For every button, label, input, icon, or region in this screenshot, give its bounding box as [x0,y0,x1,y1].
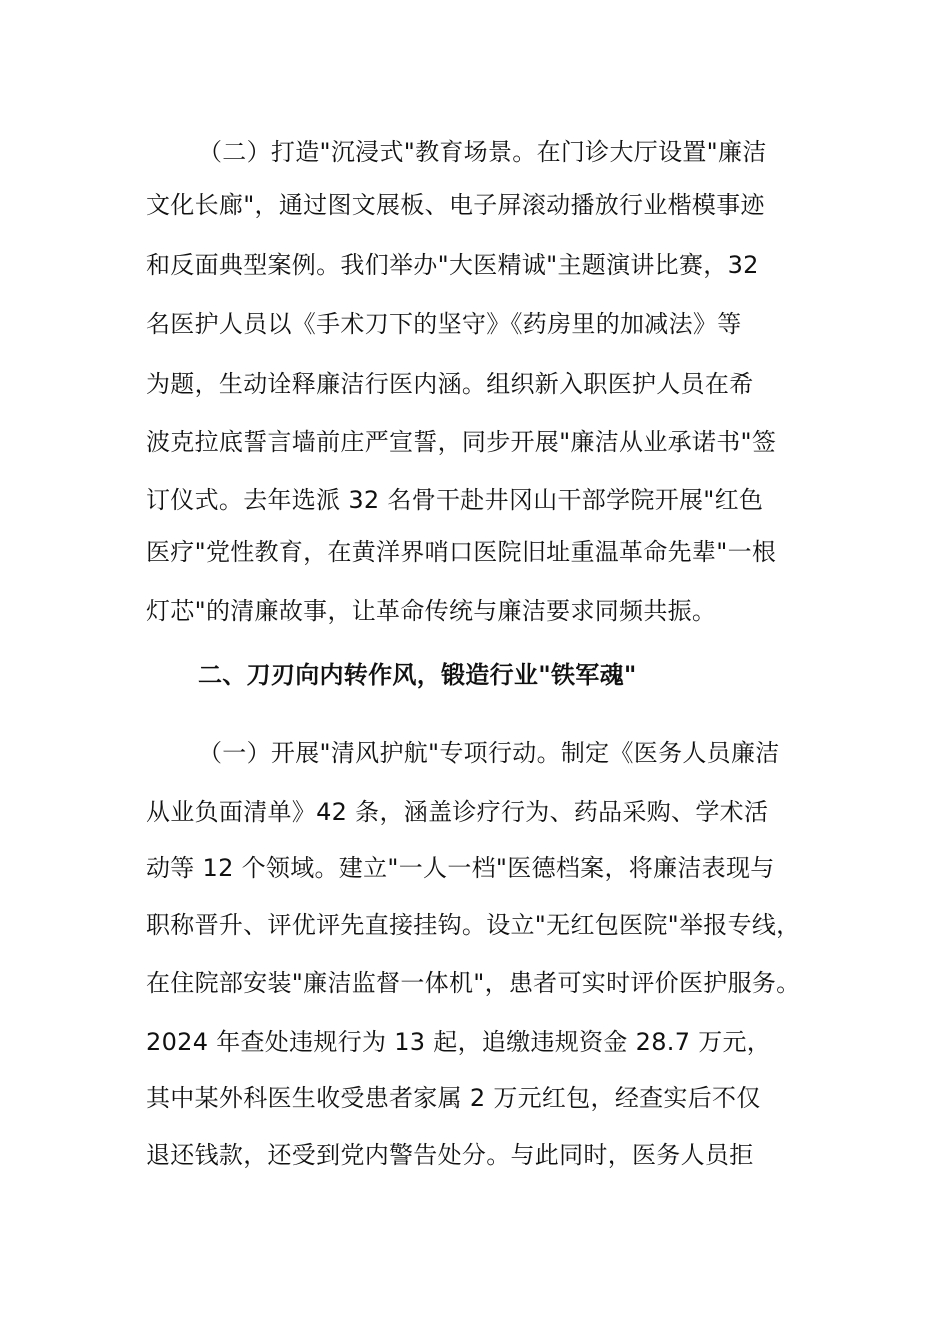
paragraph-line: 医疗"党性教育，在黄洋界哨口医院旧址重温革命先辈"一根 [146,538,777,566]
paragraph-line: （一）开展"清风护航"专项行动。制定《医务人员廉洁 [198,739,780,767]
paragraph-line: 动等 12 个领域。建立"一人一档"医德档案，将廉洁表现与 [146,854,775,882]
paragraph-line: 在住院部安装"廉洁监督一体机"，患者可实时评价医护服务。 [146,969,801,997]
paragraph-line: 其中某外科医生收受患者家属 2 万元红包，经查实后不仅 [146,1084,761,1112]
paragraph-line: 订仪式。去年选派 32 名骨干赴井冈山干部学院开展"红色 [146,486,764,514]
paragraph-line: 从业负面清单》42 条，涵盖诊疗行为、药品采购、学术活 [146,798,769,826]
paragraph-line: 波克拉底誓言墙前庄严宣誓，同步开展"廉洁从业承诺书"签 [146,428,777,456]
paragraph-line: 为题，生动诠释廉洁行医内涵。组织新入职医护人员在希 [146,370,754,398]
paragraph-line: 2024 年查处违规行为 13 起，追缴违规资金 28.7 万元， [146,1028,772,1056]
paragraph-line: 名医护人员以《手术刀下的坚守》《药房里的加减法》等 [146,310,742,338]
paragraph-line: 灯芯"的清廉故事，让革命传统与廉洁要求同频共振。 [146,597,717,625]
paragraph-line: 退还钱款，还受到党内警告处分。与此同时，医务人员拒 [146,1141,754,1169]
section-heading: 二、刀刃向内转作风，锻造行业"铁军魂" [198,661,637,689]
paragraph-line: （二）打造"沉浸式"教育场景。在门诊大厅设置"廉洁 [198,138,767,166]
paragraph-line: 职称晋升、评优评先直接挂钩。设立"无红包医院"举报专线， [146,911,801,939]
paragraph-line: 和反面典型案例。我们举办"大医精诚"主题演讲比赛，32 [146,251,759,279]
paragraph-line: 文化长廊"，通过图文展板、电子屏滚动播放行业楷模事迹 [146,191,765,219]
